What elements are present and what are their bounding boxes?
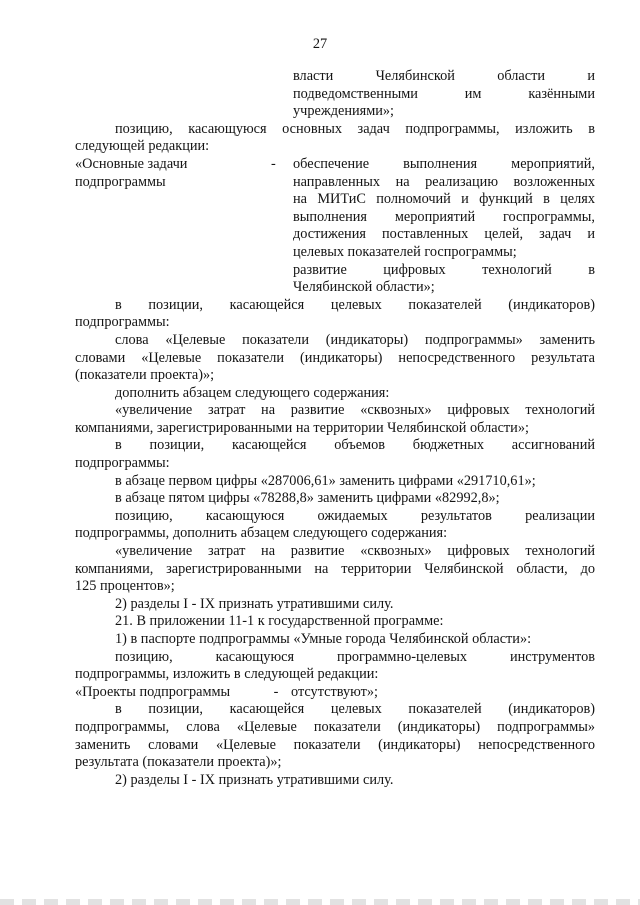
paragraph-line: (показатели проекта)»; bbox=[75, 367, 215, 384]
text-line: направленных на реализацию возложенных bbox=[293, 173, 595, 190]
paragraph-line: позицию, касающуюся ожидаемых результатов реализации bbox=[115, 507, 595, 524]
paragraph-line: подпрограммы: bbox=[75, 455, 170, 472]
paragraph-line: подпрограммы, слова «Целевые показатели (индикаторы) подпрограммы» bbox=[75, 718, 595, 735]
text-line: подведомственными им казёнными bbox=[293, 85, 595, 102]
paragraph-line: 2) разделы I - IX признать утратившими силу. bbox=[115, 771, 394, 788]
scan-edge bbox=[0, 899, 640, 905]
paragraph-line: в позиции, касающейся объемов бюджетных ассигнований bbox=[115, 437, 595, 454]
paragraph-line: 21. В приложении 11-1 к государственной программе: bbox=[115, 613, 444, 630]
paragraph-line: «увеличение затрат на развитие «сквозных» цифровых технологий bbox=[115, 402, 595, 419]
paragraph-line: в позиции, касающейся целевых показателей (индикаторов) bbox=[115, 701, 595, 718]
paragraph-line: в позиции, касающейся целевых показателей (индикаторов) bbox=[115, 296, 595, 313]
paragraph-line: слова «Целевые показатели (индикаторы) подпрограммы» заменить bbox=[115, 331, 595, 348]
paragraph-line: в абзаце пятом цифры «78288,8» заменить цифрами «82992,8»; bbox=[115, 490, 500, 507]
projects-value: отсутствуют»; bbox=[291, 683, 378, 700]
projects-row bbox=[75, 684, 595, 702]
paragraph-line: подпрограммы, дополнить абзацем следующего содержания: bbox=[75, 525, 448, 542]
paragraph-line: заменить словами «Целевые показатели (индикаторы) непосредственного bbox=[75, 736, 595, 753]
tasks-block bbox=[75, 156, 595, 297]
text-line: подпрограммы bbox=[75, 173, 166, 190]
text-line: развитие цифровых технологий в bbox=[293, 261, 595, 278]
projects-label: «Проекты подпрограммы bbox=[75, 683, 231, 700]
document-body bbox=[75, 68, 595, 789]
text-line: власти Челябинской области и bbox=[293, 68, 595, 84]
text-line: целевых показателей госпрограммы; bbox=[293, 243, 517, 260]
paragraph-line: подпрограммы: bbox=[75, 314, 170, 331]
paragraph-line: позицию, касающуюся программно-целевых инструментов bbox=[115, 648, 595, 665]
paragraph-line: подпрограммы, изложить в следующей редакции: bbox=[75, 666, 379, 683]
paragraph-line: 125 процентов»; bbox=[75, 578, 175, 595]
paragraph-line: словами «Целевые показатели (индикаторы) непосредственного результата bbox=[75, 349, 595, 366]
dash: - bbox=[273, 683, 279, 700]
continuation-block bbox=[293, 68, 595, 121]
paragraph-line: позицию, касающуюся основных задач подпрограммы, изложить в bbox=[115, 120, 595, 137]
tasks-label bbox=[75, 156, 271, 297]
text-line: «Основные задачи bbox=[75, 155, 188, 172]
text-line: выполнения мероприятий госпрограммы, bbox=[293, 208, 595, 225]
dash: - bbox=[271, 155, 276, 172]
paragraph-line: компаниями, зарегистрированными на территории Челябинской области, до bbox=[75, 560, 595, 577]
paragraph-line: дополнить абзацем следующего содержания: bbox=[115, 384, 390, 401]
paragraph-line: компаниями, зарегистрированными на территории Челябинской области»; bbox=[75, 419, 529, 436]
paragraph-line: следующей редакции: bbox=[75, 138, 210, 155]
page-number: 27 bbox=[312, 36, 328, 52]
paragraph-line: 2) разделы I - IX признать утратившими силу. bbox=[115, 595, 394, 612]
text-line: на МИТиС полномочий и функций в целях bbox=[293, 191, 595, 208]
text-line: учреждениями»; bbox=[293, 103, 395, 120]
paragraph-line: «увеличение затрат на развитие «сквозных» цифровых технологий bbox=[115, 543, 595, 560]
text-line: достижения поставленных целей, задач и bbox=[293, 226, 595, 243]
text-line: Челябинской области»; bbox=[293, 279, 435, 296]
paragraph-line: 1) в паспорте подпрограммы «Умные города Челябинской области»: bbox=[115, 631, 532, 647]
paragraph-line: результата (показатели проекта)»; bbox=[75, 754, 282, 771]
text-line: обеспечение выполнения мероприятий, bbox=[293, 155, 595, 172]
tasks-content bbox=[293, 156, 595, 297]
paragraph-line: в абзаце первом цифры «287006,61» заменить цифрами «291710,61»; bbox=[115, 472, 536, 489]
